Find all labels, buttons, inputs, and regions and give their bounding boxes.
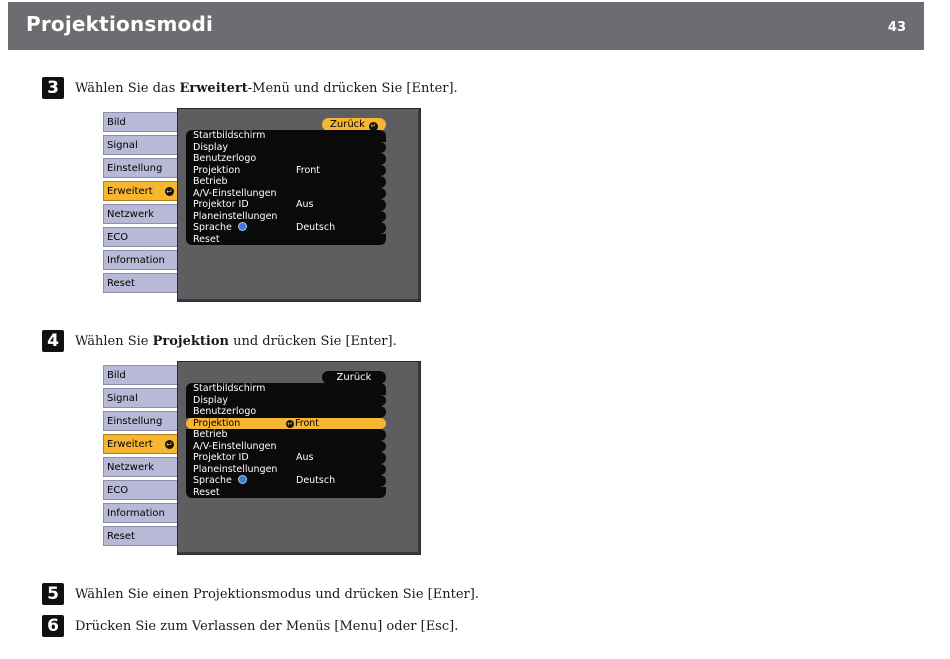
step-text: Wählen Sie Projektion und drücken Sie [Enter]. [75,333,397,349]
menu-item-projektion[interactable]: Projektion Front [186,165,386,177]
tab-signal[interactable]: Signal [103,135,179,155]
step-text: Drücken Sie zum Verlassen der Menüs [Menu] oder [Esc]. [75,618,459,634]
enter-icon: ↵ [370,122,377,130]
menu-item-projektor-id[interactable]: Projektor ID Aus [186,199,386,211]
step-4 [42,330,397,352]
sprache-value: Deutsch [296,475,336,486]
tab-information[interactable]: Information [103,503,179,523]
menu-item-av-einstellungen[interactable]: A/V-Einstellungen [186,188,386,200]
tab-bild[interactable]: Bild [103,365,179,385]
menu-screenshot-1 [103,108,421,302]
tab-eco[interactable]: ECO [103,480,179,500]
submenu-panel [177,108,421,302]
enter-icon: ↵ [166,440,173,449]
menu-item-projektion[interactable]: Projektion ↵ Front [186,418,386,430]
menu-item-reset[interactable]: Reset [186,487,386,499]
menu-item-betrieb[interactable]: Betrieb [186,429,386,441]
projektor-id-value: Aus [296,452,314,463]
menu-item-startbildschirm[interactable]: Startbildschirm [186,383,386,395]
tab-einstellung[interactable]: Einstellung [103,158,179,178]
menu-item-av-einstellungen[interactable]: A/V-Einstellungen [186,441,386,453]
tab-bild[interactable]: Bild [103,112,179,132]
tab-netzwerk[interactable]: Netzwerk [103,457,179,477]
globe-icon [238,222,247,231]
menu-item-benutzerlogo[interactable]: Benutzerlogo [186,406,386,418]
tab-einstellung[interactable]: Einstellung [103,411,179,431]
menu-item-display[interactable]: Display [186,142,386,154]
tab-eco[interactable]: ECO [103,227,179,247]
submenu-list [186,383,386,498]
step-number: 3 [42,77,64,99]
tab-information[interactable]: Information [103,250,179,270]
menu-item-planeinstellungen[interactable]: Planeinstellungen [186,211,386,223]
projektor-id-value: Aus [296,199,314,210]
menu-item-betrieb[interactable]: Betrieb [186,176,386,188]
step-5 [42,583,479,605]
tab-reset[interactable]: Reset [103,526,179,546]
step-number: 5 [42,583,64,605]
menu-item-planeinstellungen[interactable]: Planeinstellungen [186,464,386,476]
step-number: 4 [42,330,64,352]
tab-reset[interactable]: Reset [103,273,179,293]
projektion-value: Front [296,164,321,176]
tab-netzwerk[interactable]: Netzwerk [103,204,179,224]
menu-item-startbildschirm[interactable]: Startbildschirm [186,130,386,142]
step-text: Wählen Sie das Erweitert-Menü und drücken Sie [Enter]. [75,80,458,96]
page-header [8,2,924,50]
step-text: Wählen Sie einen Projektionsmodus und drücken Sie [Enter]. [75,586,479,602]
submenu-panel [177,361,421,555]
step-3 [42,77,458,99]
sprache-value: Deutsch [296,222,336,233]
projektion-value: ↵ Front [287,417,320,429]
menu-item-reset[interactable]: Reset [186,234,386,246]
page-title: Projektionsmodi [26,12,214,36]
enter-icon: ↵ [287,419,293,428]
menu-item-display[interactable]: Display [186,395,386,407]
menu-item-sprache[interactable]: Sprache Deutsch [186,222,386,234]
menu-item-benutzerlogo[interactable]: Benutzerlogo [186,153,386,165]
page-number: 43 [887,20,906,35]
tab-signal[interactable]: Signal [103,388,179,408]
enter-icon: ↵ [166,187,173,196]
back-button[interactable]: Zurück [322,371,386,384]
tab-erweitert[interactable]: Erweitert ↵ [103,181,179,201]
step-6 [42,615,458,637]
tab-erweitert[interactable]: Erweitert ↵ [103,434,179,454]
menu-item-projektor-id[interactable]: Projektor ID Aus [186,452,386,464]
menu-screenshot-2 [103,361,421,555]
step-number: 6 [42,615,64,637]
submenu-list [186,130,386,245]
menu-item-sprache[interactable]: Sprache Deutsch [186,475,386,487]
globe-icon [238,475,247,484]
back-button[interactable]: Zurück ↵ [322,118,386,131]
